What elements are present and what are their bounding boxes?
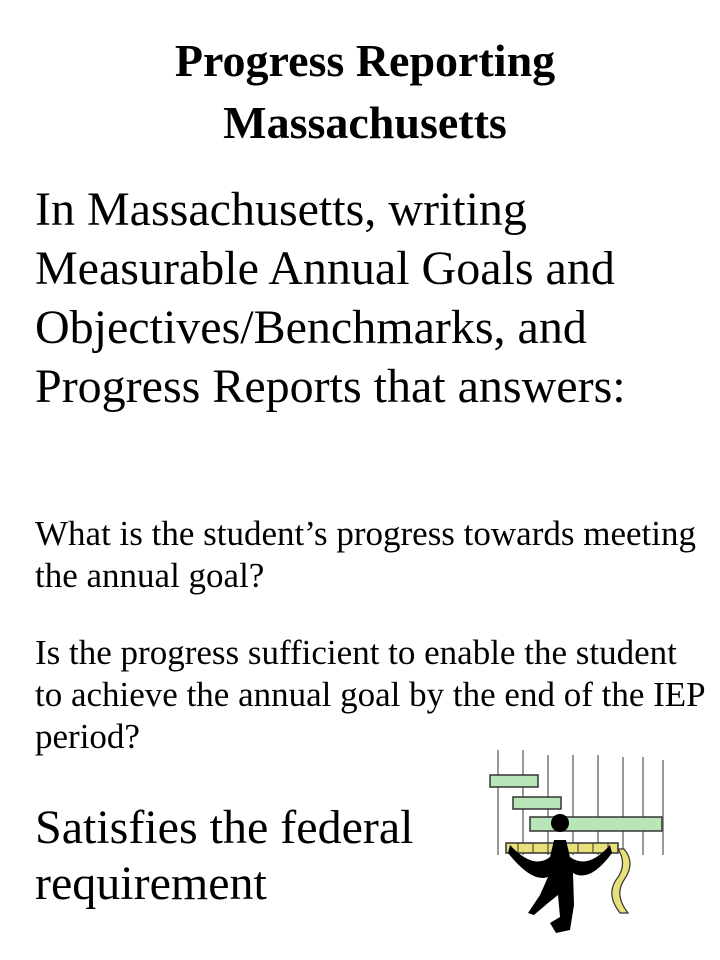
conclusion-text: Satisfies the federal requirement	[35, 801, 414, 910]
intro-text: In Massachusetts, writing Measurable Annual Goals and Objectives/Benchmarks, and Progress Reports that answers:	[35, 183, 626, 413]
slide-title	[0, 30, 720, 154]
person-lifting-gantt-chart-icon	[478, 745, 688, 945]
title-line-2: Massachusetts	[223, 97, 507, 148]
question-2: Is the progress sufficient to enable the student to achieve the annual goal by the end of the IEP period?	[35, 633, 705, 756]
title-line-1: Progress Reporting	[174, 35, 556, 86]
question-1: What is the student’s progress towards meeting the annual goal?	[35, 514, 696, 595]
